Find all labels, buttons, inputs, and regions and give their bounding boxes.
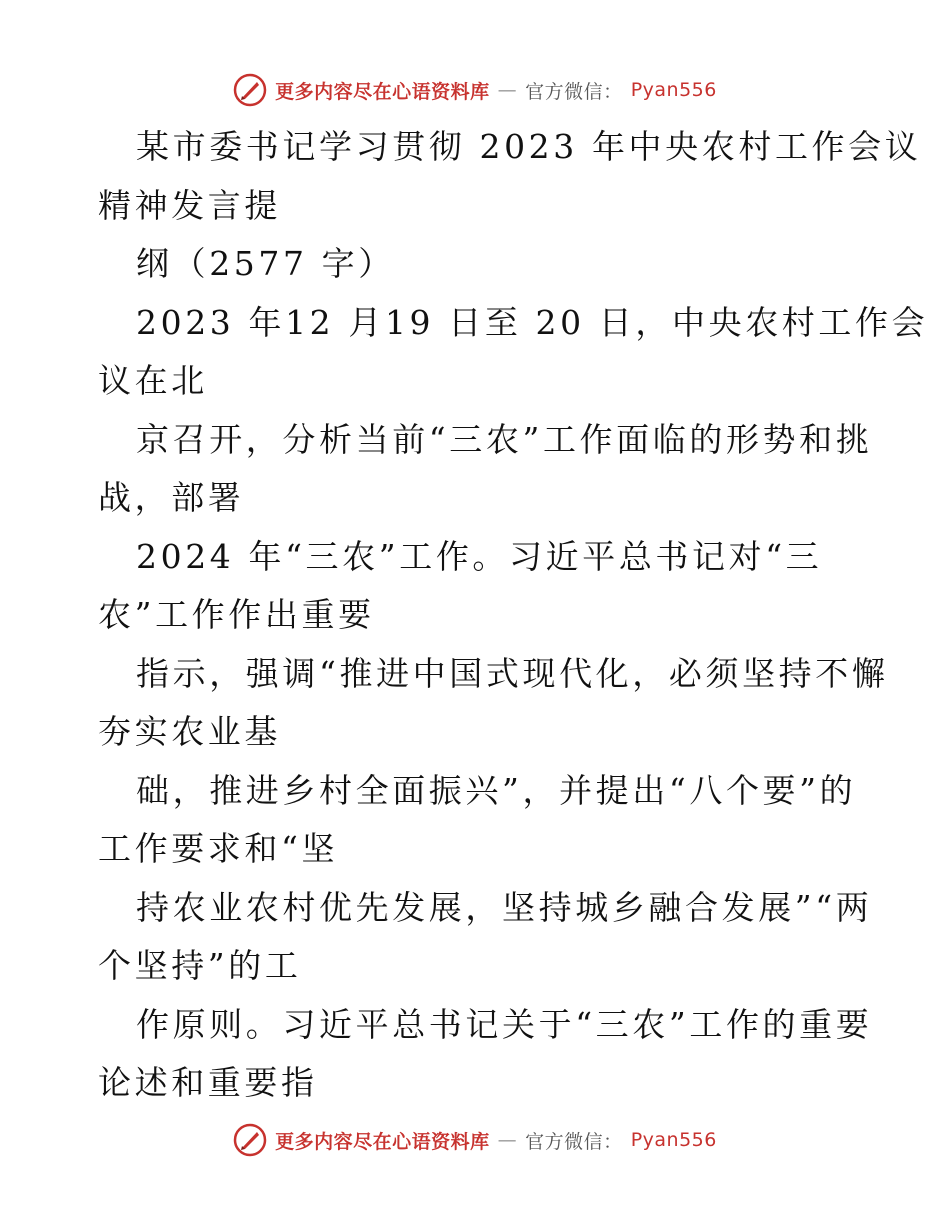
text-line: 议在北 — [98, 361, 208, 400]
watermark-account: Pyan556 — [630, 1129, 717, 1151]
footer-watermark — [0, 1120, 950, 1160]
text-line: 个坚持”的工 — [98, 946, 302, 985]
watermark-main-text: 更多内容尽在心语资料库 — [275, 1130, 490, 1153]
text-line: 某市委书记学习贯彻 2023 年中央农村工作会议 — [136, 127, 922, 166]
watermark-dash: — — [497, 1129, 518, 1151]
quill-logo-icon — [233, 73, 267, 107]
text-line: 工作要求和“坚 — [98, 829, 339, 868]
text-line: 京召开，分析当前“三农”工作面临的形势和挑 — [136, 419, 873, 459]
watermark-official-label: 官方微信： — [525, 80, 623, 103]
text-line: 精神发言提 — [98, 185, 281, 225]
text-line: 农”工作作出重要 — [98, 595, 375, 634]
watermark-dash: — — [497, 79, 518, 101]
quill-logo-icon — [233, 1123, 267, 1157]
watermark-main-text: 更多内容尽在心语资料库 — [275, 80, 490, 103]
watermark-official-label: 官方微信： — [525, 1130, 623, 1153]
watermark-account: Pyan556 — [630, 79, 717, 101]
header-watermark — [0, 70, 950, 110]
text-line: 2023 年12 月19 日至 20 日，中央农村工作会 — [136, 302, 929, 342]
text-line: 础，推进乡村全面振兴”，并提出“八个要”的 — [136, 770, 857, 810]
text-line: 纲（2577 字） — [136, 244, 395, 283]
text-line: 持农业农村优先发展，坚持城乡融合发展”“两 — [136, 887, 873, 927]
text-line: 战，部署 — [98, 478, 245, 517]
document-body — [98, 118, 929, 1113]
text-line: 指示，强调“推进中国式现代化，必须坚持不懈 — [136, 653, 889, 693]
text-line: 夯实农业基 — [98, 712, 281, 751]
text-line: 论述和重要指 — [98, 1063, 318, 1102]
text-line: 作原则。习近平总书记关于“三农”工作的重要 — [136, 1004, 873, 1044]
text-line: 2024 年“三农”工作。习近平总书记对“三 — [136, 536, 823, 576]
